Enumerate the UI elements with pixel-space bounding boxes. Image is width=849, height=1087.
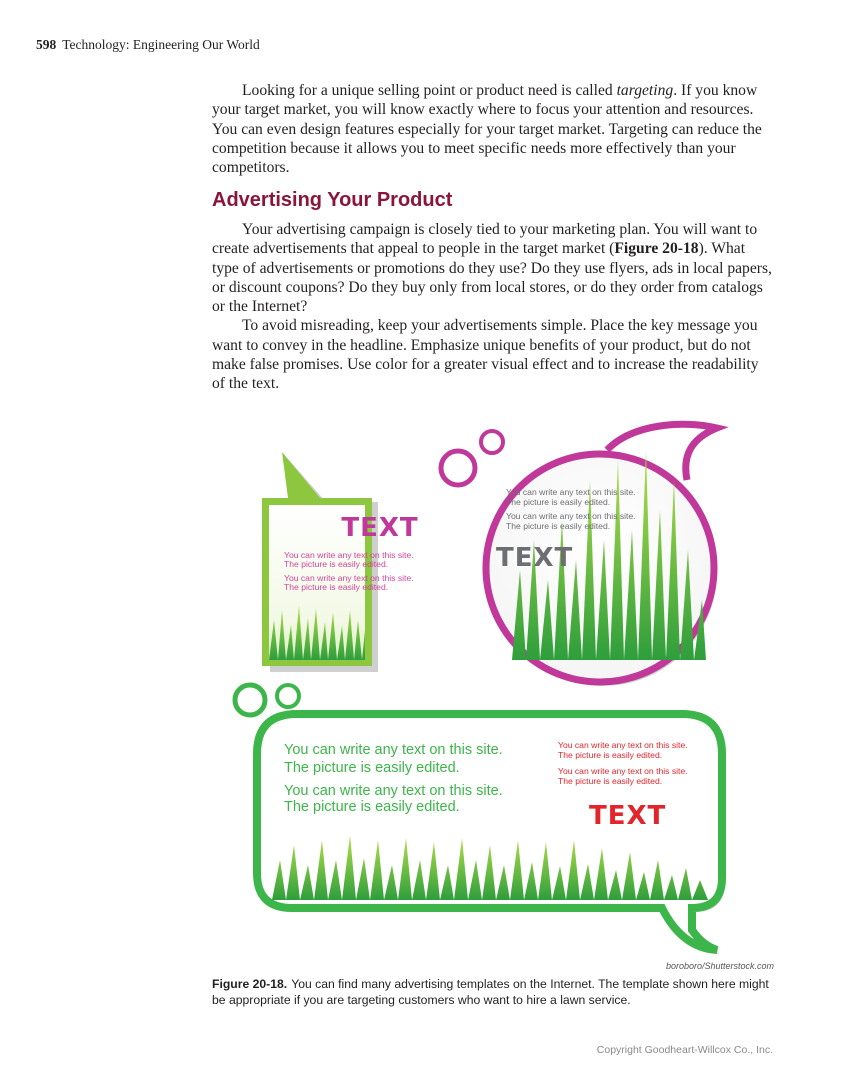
intro-section	[212, 81, 774, 177]
intro-paragraph	[212, 81, 774, 177]
square-headline: TEXT	[341, 513, 419, 543]
paragraph-campaign	[212, 220, 774, 316]
wide-red-line-4: The picture is easily edited.	[558, 776, 663, 786]
wide-line-2: The picture is easily edited.	[284, 760, 460, 776]
round-line-4: The picture is easily edited.	[506, 521, 611, 531]
square-line-3: You can write any text on this site.	[284, 573, 414, 583]
wide-line-3: You can write any text on this site.	[284, 783, 503, 799]
wide-line-1: You can write any text on this site.	[284, 742, 503, 758]
wide-thought-dot-small	[277, 685, 299, 707]
caption-label: Figure 20-18.	[212, 977, 288, 991]
term-targeting: targeting	[616, 82, 674, 99]
wide-line-4: The picture is easily edited.	[284, 799, 460, 815]
intro-text-end: . If you know your target market, you will know exactly where to focus your attention and resources. You can even design features especially for your target market. Targeting can reduce the competition because it allows you to meet specific needs more effectively than your competitors.	[212, 82, 762, 177]
page-number: 598	[36, 37, 57, 52]
round-thought-bubble	[441, 424, 717, 686]
wide-speech-bubble	[235, 685, 725, 954]
round-headline: TEXT	[496, 543, 574, 573]
square-line-4: The picture is easily edited.	[284, 582, 389, 592]
square-speech-bubble	[262, 452, 419, 672]
round-line-1: You can write any text on this site.	[506, 487, 636, 497]
section-heading: Advertising Your Product	[212, 189, 453, 211]
round-line-2: The picture is easily edited.	[506, 497, 611, 507]
wide-red-line-2: The picture is easily edited.	[558, 750, 663, 760]
round-line-3: You can write any text on this site.	[506, 511, 636, 521]
intro-text-start: Looking for a unique selling point or product need is called	[242, 82, 617, 99]
wide-red-line-3: You can write any text on this site.	[558, 766, 688, 776]
square-line-2: The picture is easily edited.	[284, 559, 389, 569]
wide-headline: TEXT	[589, 801, 667, 831]
thought-dot-large	[441, 451, 475, 485]
copyright-footer: Copyright Goodheart-Willcox Co., Inc.	[596, 1044, 773, 1056]
thought-dot-small	[481, 431, 503, 453]
campaign-text-start: Your advertising campaign is closely tied to your marketing plan. You will want to create advertisements that appeal to people in the target market (	[212, 221, 758, 258]
campaign-text-end: ). What type of advertisements or promotions do they use? Do they use flyers, ads in local papers, or discount coupons? Do they buy only from local stores, or do they order from catalogs or the Internet?	[212, 240, 772, 316]
figure-caption	[212, 977, 774, 1008]
wide-thought-dot-large	[235, 685, 265, 715]
paragraph-simple: To avoid misreading, keep your advertisements simple. Place the key message you want to convey in the headline. Emphasize unique benefits of your product, but do not make false promises. Use color for a greater visual effect and to increase the readability of the text.	[212, 317, 759, 393]
book-title: Technology: Engineering Our World	[62, 37, 260, 52]
figure-reference: Figure 20-18	[614, 240, 699, 258]
figure-advertising-templates	[212, 420, 774, 955]
wide-red-line-1: You can write any text on this site.	[558, 740, 688, 750]
image-credit: boroboro/Shutterstock.com	[665, 961, 774, 971]
caption-text: You can find many advertising templates on the Internet. The template shown here might be appropriate if you are targeting customers who want to hire a lawn service.	[212, 977, 769, 1007]
running-header	[36, 37, 260, 53]
square-line-1: You can write any text on this site.	[284, 550, 414, 560]
section-body	[212, 220, 774, 394]
